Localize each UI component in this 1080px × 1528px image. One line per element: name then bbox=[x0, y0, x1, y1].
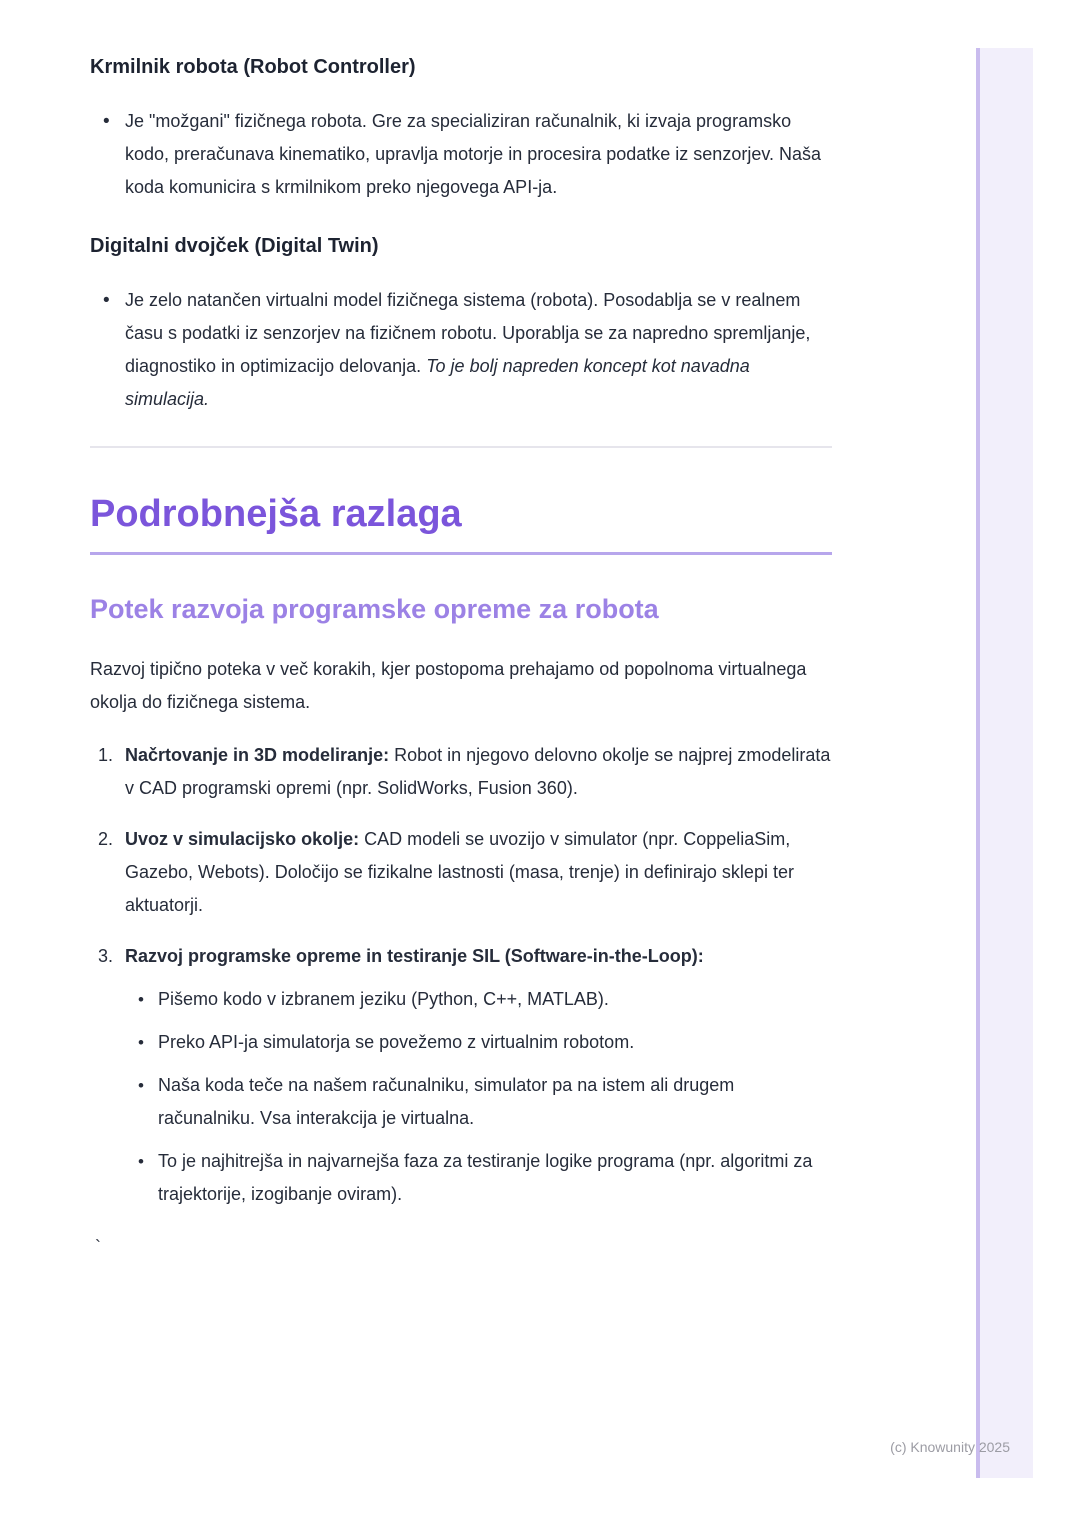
step-label: Razvoj programske opreme in testiranje SIL (Software-in-the-Loop): bbox=[125, 946, 704, 966]
section-heading-krmilnik-robota: Krmilnik robota (Robot Controller) bbox=[90, 56, 416, 78]
list-item bbox=[125, 983, 832, 1016]
bullet-text: Naša koda teče na našem računalniku, simulator pa na istem ali drugem računalniku. Vsa interakcija je virtualna. bbox=[158, 1075, 735, 1128]
bullet-text: Je "možgani" fizičnega robota. Gre za specializiran računalnik, ki izvaja programsko kodo, preračunava kinematiko, upravlja motorje in procesira podatke iz senzorjev. Naša koda komunicira s krmilnikom preko njegovega API-ja. bbox=[125, 111, 822, 197]
list-item bbox=[125, 1069, 832, 1135]
list-item bbox=[90, 105, 832, 204]
list-item bbox=[125, 1026, 832, 1059]
section-heading-digitalni-dvojcek: Digitalni dvojček (Digital Twin) bbox=[90, 235, 379, 257]
list-item bbox=[90, 284, 832, 416]
intro-paragraph: Razvoj tipično poteka v več korakih, kjer postopoma prehajamo od popolnoma virtualnega okolja do fizičnega sistema. bbox=[90, 659, 807, 712]
step-text: CAD modeli se uvozijo v simulator (npr. CoppeliaSim, Gazebo, Webots). Določijo se fizikalne lastnosti (masa, trenje) in definirajo sklepi ter aktuatorji. bbox=[125, 829, 794, 915]
step-number: 1. bbox=[98, 745, 114, 765]
copyright-footer: (c) Knowunity 2025 bbox=[890, 1439, 1010, 1455]
list-item bbox=[125, 1145, 832, 1211]
page-content bbox=[90, 55, 832, 1264]
numbered-item bbox=[90, 823, 832, 922]
bullet-text: Preko API-ja simulatorja se povežemo z virtualnim robotom. bbox=[158, 1032, 635, 1052]
digital-twin-bullet-list bbox=[90, 284, 832, 416]
title-underline bbox=[90, 552, 832, 555]
step-text: Robot in njegovo delovno okolje se najprej zmodelirata v CAD programski opremi (npr. SolidWorks, Fusion 360). bbox=[125, 745, 831, 798]
workflow-numbered-list bbox=[90, 739, 832, 1211]
subsection-title: Potek razvoja programske opreme za robota bbox=[90, 594, 659, 624]
sil-bullet-list bbox=[125, 983, 832, 1211]
controller-bullet-list bbox=[90, 105, 832, 204]
numbered-item bbox=[90, 739, 832, 805]
bullet-text-italic: To je bolj napreden koncept kot navadna simulacija. bbox=[125, 356, 750, 409]
page-title: Podrobnejša razlaga bbox=[90, 493, 462, 535]
step-number: 2. bbox=[98, 829, 114, 849]
step-label: Načrtovanje in 3D modeliranje: bbox=[125, 745, 390, 765]
stray-backtick: ` bbox=[95, 1237, 101, 1257]
side-page-strip bbox=[976, 48, 1033, 1478]
bullet-text: Je zelo natančen virtualni model fizičnega sistema (robota). Posodablja se v realnem času s podatki iz senzorjev na fizičnem robotu. Uporablja se za napredno spremljanje, diagnostiko in optimizacijo delovanja. bbox=[125, 290, 811, 376]
bullet-text: Pišemo kodo v izbranem jeziku (Python, C++, MATLAB). bbox=[158, 989, 609, 1009]
step-label: Uvoz v simulacijsko okolje: bbox=[125, 829, 360, 849]
bullet-text: To je najhitrejša in najvarnejša faza za testiranje logike programa (npr. algoritmi za trajektorije, izogibanje oviram). bbox=[158, 1151, 813, 1204]
numbered-item bbox=[90, 940, 832, 1211]
section-divider bbox=[90, 446, 832, 448]
step-number: 3. bbox=[98, 946, 114, 966]
